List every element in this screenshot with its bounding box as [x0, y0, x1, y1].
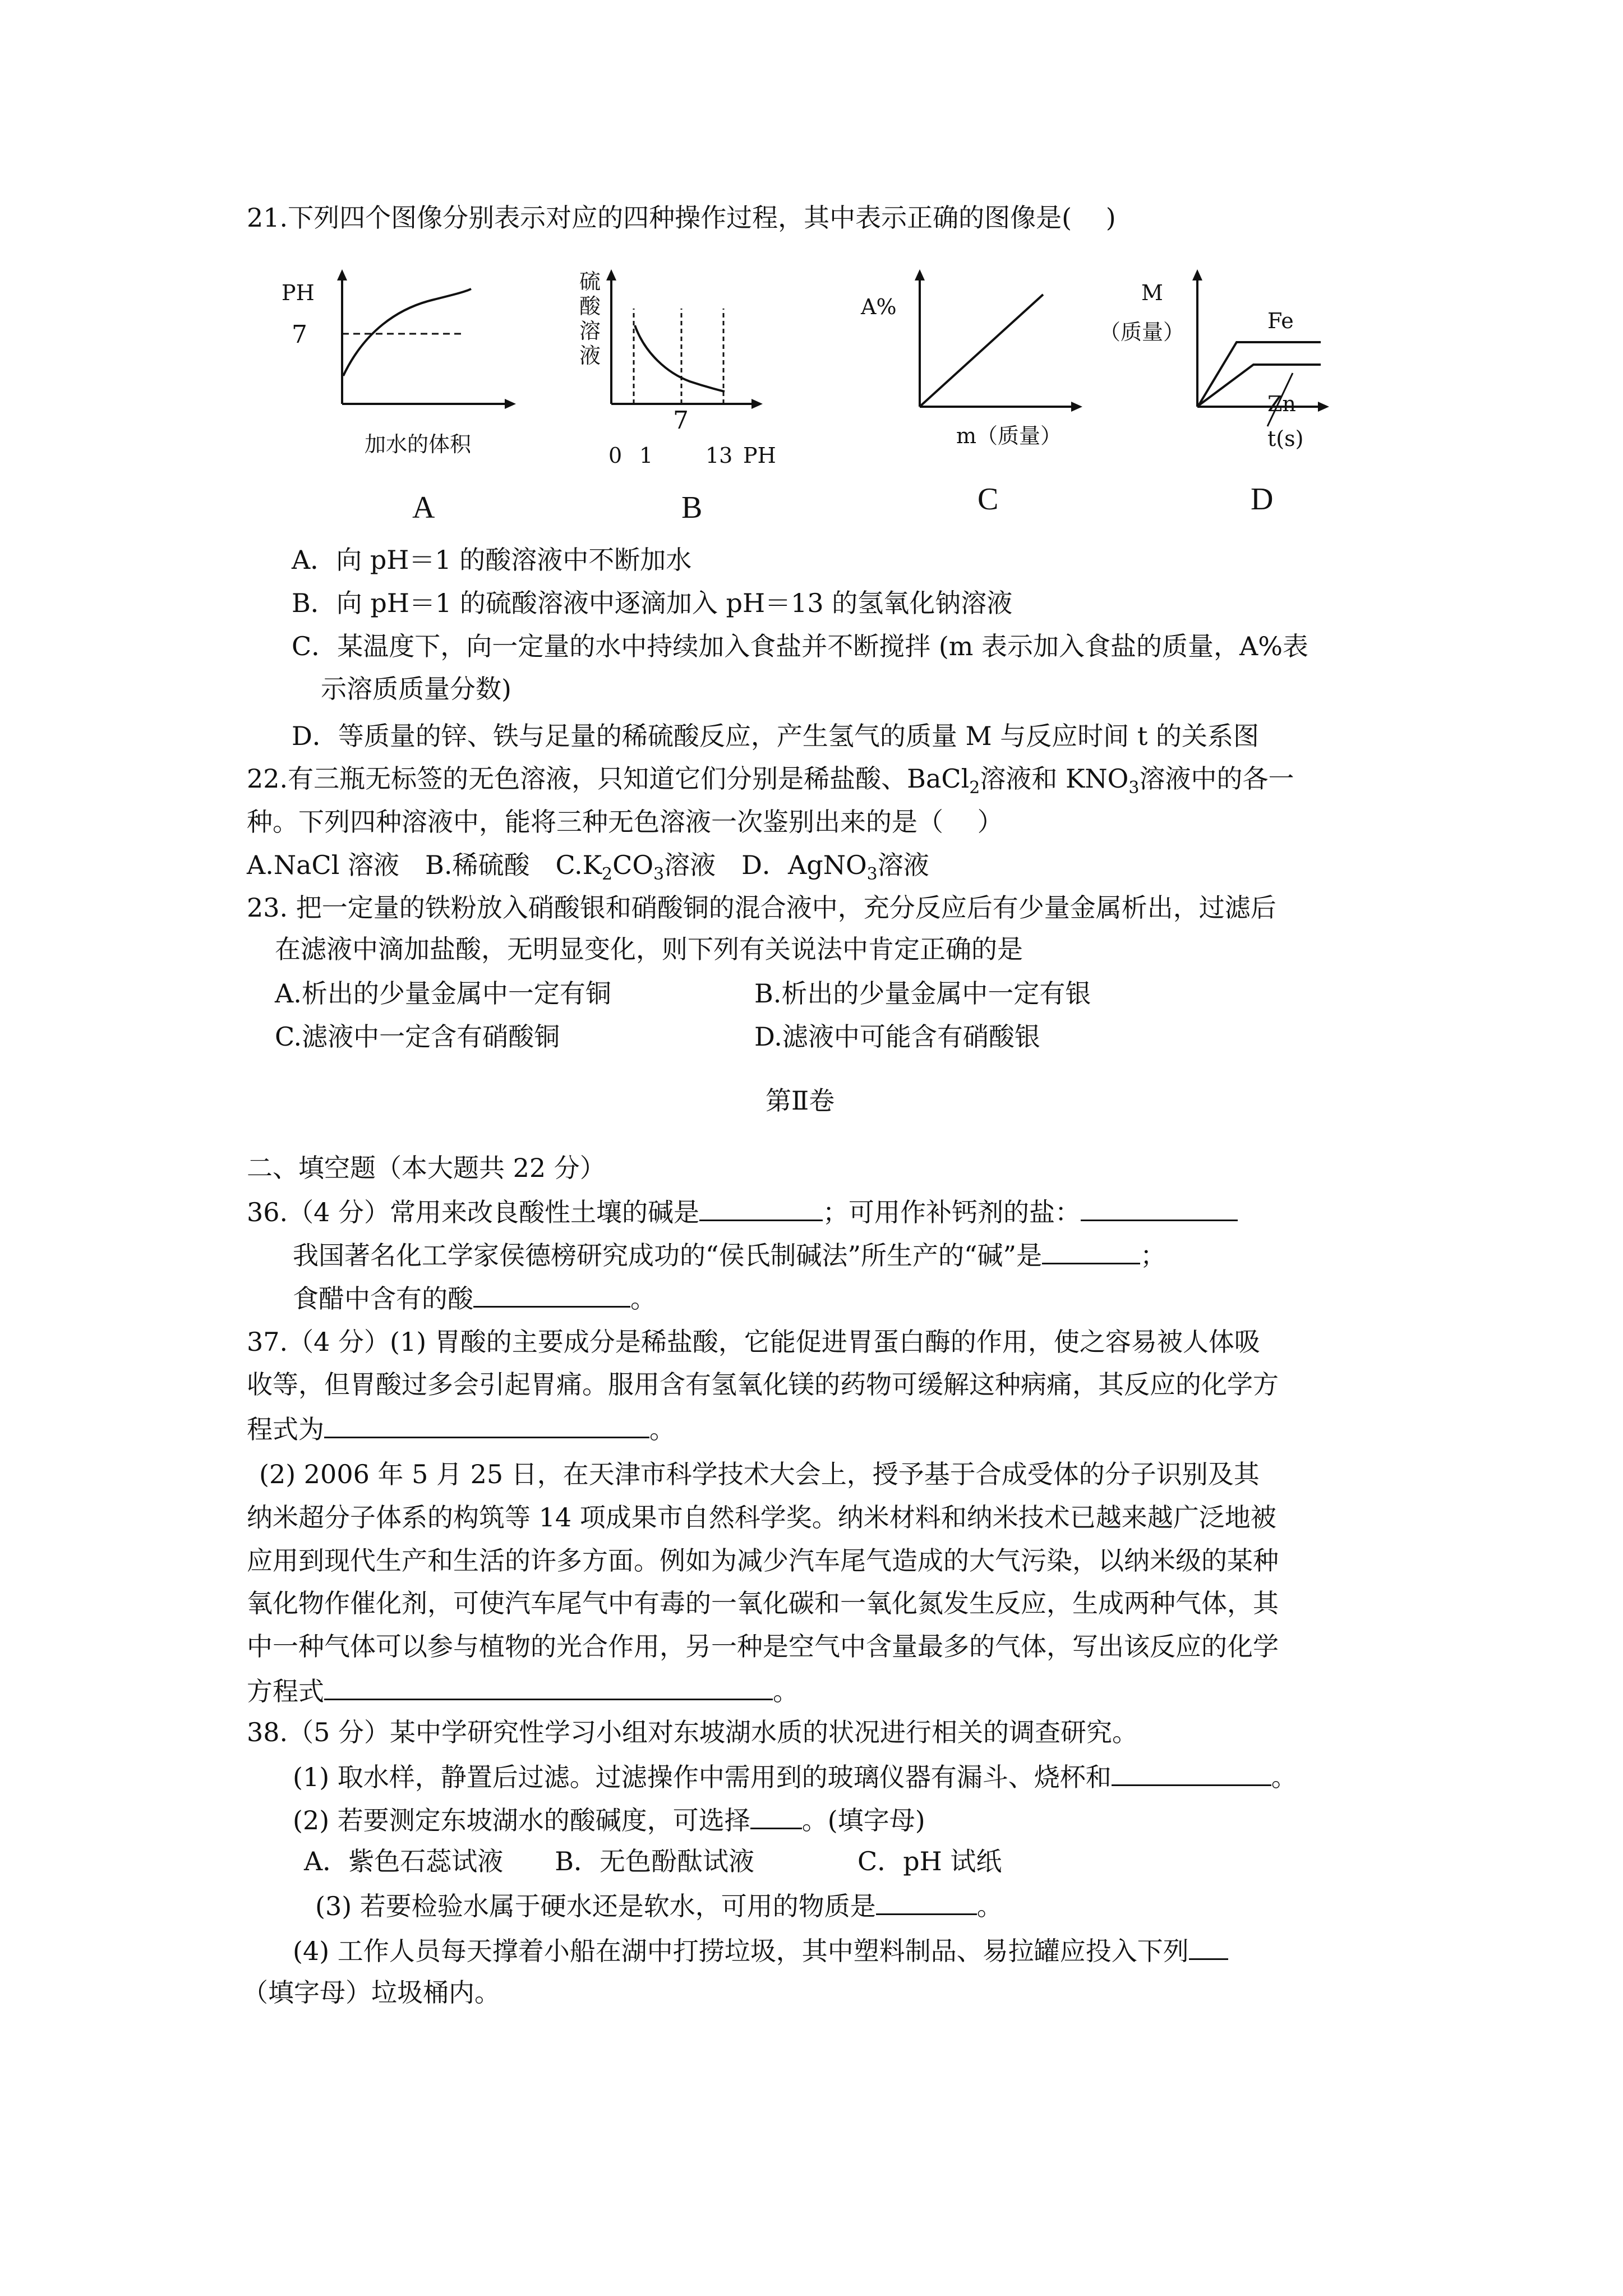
q38-blank-bin[interactable] [1189, 1932, 1228, 1960]
q37-line-9 [247, 1673, 799, 1708]
graph-d-line-fe [1198, 365, 1321, 406]
q38-blank-ph-choice[interactable] [750, 1802, 802, 1829]
q21-option-b: B．向 pH＝1 的硫酸溶液中逐滴加入 pH＝13 的氢氧化钠溶液 [292, 588, 1013, 618]
q23-line-1: 23. 把一定量的铁粉放入硝酸银和硝酸铜的混合液中，充分反应后有少量金属析出，过滤后 [247, 892, 1276, 923]
q37-blank-equation-1[interactable] [324, 1411, 649, 1438]
q38-text-3b: 。(填字母) [801, 1805, 925, 1835]
graph-d-ylabel-unit: （质量） [1099, 320, 1185, 344]
graph-b-xtick-0: 0 [608, 443, 623, 468]
graph-b-ylabel-4: 液 [579, 343, 601, 368]
q22-options-post: 溶液 D．AgNO [664, 850, 867, 880]
q36-blank-soda[interactable] [1042, 1237, 1140, 1264]
q38-text-5: (3) 若要检验水属于硬水还是软水，可用的物质是 [315, 1891, 876, 1921]
q37-line-8: 中一种气体可以参与植物的光合作用，另一种是空气中含量最多的气体，写出该反应的化学 [247, 1631, 1279, 1662]
q38-blank-instrument[interactable] [1112, 1759, 1271, 1786]
q38-text-2: (1) 取水样，静置后过滤。过滤操作中需用到的玻璃仪器有漏斗、烧杯和 [293, 1762, 1112, 1792]
q38-line-3 [293, 1802, 925, 1837]
graph-b-curve [635, 325, 725, 392]
graph-a-curve [343, 289, 471, 376]
q38-text-6: (4) 工作人员每天撑着小船在湖中打捞垃圾，其中塑料制品、易拉罐应投入下列 [293, 1936, 1189, 1966]
q37-text-9b: 。 [773, 1676, 799, 1706]
graph-c [858, 264, 1105, 466]
q22-options [247, 848, 929, 885]
graph-d-xlabel: t(s) [1267, 426, 1304, 451]
graph-b-xlabel: PH [743, 443, 776, 468]
q38-blank-hard-water[interactable] [876, 1888, 977, 1915]
q36-text-4: ； [1140, 1240, 1166, 1271]
q22-opt-sub-2: 3 [653, 864, 665, 885]
q38-line-1: 38.（5 分）某中学研究性学习小组对东坡湖水质的状况进行相关的调查研究。 [247, 1717, 1138, 1747]
graph-b-xtick-13: 13 [706, 443, 733, 468]
q22-line-1-pre: 22.有三瓶无标签的无色溶液，只知道它们分别是稀盐酸、BaCl [247, 763, 970, 794]
q22-options-pre: A.NaCl 溶液 B.稀硫酸 C.K [247, 850, 602, 880]
q37-line-3 [247, 1411, 675, 1446]
graph-b-xtick-7: 7 [673, 406, 689, 435]
graph-c-letter: C [978, 482, 999, 517]
q38-line-7: （填字母）垃圾桶内。 [242, 1977, 500, 2008]
q21-option-c: C．某温度下，向一定量的水中持续加入食盐并不断搅拌 (m 表示加入食盐的质量，A%表 [292, 631, 1308, 661]
q22-line-1 [247, 762, 1294, 798]
q22-options-end: 溶液 [877, 850, 929, 880]
graph-a-xlabel: 加水的体积 [365, 432, 472, 457]
q36-line-3 [293, 1280, 656, 1315]
graph-d [1099, 264, 1357, 466]
q36-line-2 [293, 1237, 1166, 1272]
q37-text-9: 方程式 [247, 1676, 324, 1706]
q36-blank-calcium-salt[interactable] [1081, 1194, 1238, 1221]
graph-d-label-zn: Zn [1267, 392, 1296, 416]
q38-line-5 [315, 1888, 1003, 1923]
section-title: 第Ⅱ卷 [766, 1085, 835, 1116]
graph-b-letter: B [681, 490, 703, 525]
graph-d-letter: D [1251, 482, 1274, 517]
q23-line-2: 在滤液中滴加盐酸，无明显变化，则下列有关说法中肯定正确的是 [275, 934, 1023, 964]
q22-line-1-post: 溶液中的各一 [1139, 763, 1294, 794]
graph-d-axes [1099, 264, 1357, 432]
q22-sub-2: 3 [1128, 778, 1140, 798]
graph-b-ylabel-2: 酸 [579, 294, 601, 319]
q36-line-1 [247, 1194, 1238, 1229]
graph-a-letter: A [412, 490, 435, 525]
section-heading: 二、填空题（本大题共 22 分） [247, 1153, 606, 1183]
q22-sub-1: 2 [969, 778, 980, 798]
q37-line-6: 应用到现代生产和生活的许多方面。例如为减少汽车尾气造成的大气污染，以纳米级的某种 [247, 1545, 1279, 1576]
graph-b-ylabel-3: 溶 [579, 319, 601, 343]
q36-blank-base[interactable] [699, 1194, 823, 1221]
q38-text-3: (2) 若要测定东坡湖水的酸碱度，可选择 [293, 1805, 750, 1835]
q37-line-4: (2) 2006 年 5 月 25 日，在天津市科学技术大会上，授予基于合成受体的分子识别及其 [259, 1459, 1260, 1489]
graph-d-ylabel: M [1141, 280, 1163, 305]
q36-text-3: 我国著名化工学家侯德榜研究成功的“侯氏制碱法”所生产的“碱”是 [293, 1240, 1043, 1271]
graph-c-ylabel: A% [861, 295, 897, 319]
q37-line-7: 氧化物作催化剂，可使汽车尾气中有毒的一氧化碳和一氧化氮发生反应，生成两种气体，其 [247, 1588, 1279, 1618]
graph-a-ytick: 7 [292, 320, 307, 349]
q21-option-a: A．向 pH＝1 的酸溶液中不断加水 [292, 545, 692, 575]
q22-line-1-mid: 溶液和 KNO [980, 763, 1129, 794]
graph-b-ylabel-1: 硫 [579, 269, 601, 294]
q36-text-1: 36.（4 分）常用来改良酸性土壤的碱是 [247, 1197, 700, 1227]
q38-line-4: A．紫色石蕊试液 B．无色酚酞试液 C．pH 试纸 [304, 1846, 1002, 1876]
q37-line-5: 纳米超分子体系的构筑等 14 项成果市自然科学奖。纳米材料和纳米技术已越来越广泛地被 [247, 1502, 1276, 1533]
graph-d-line-zn [1198, 342, 1321, 406]
q36-text-6: 。 [630, 1283, 656, 1314]
q21-stem: 21.下列四个图像分别表示对应的四种操作过程，其中表示正确的图像是( ) [247, 203, 1116, 233]
graph-c-xlabel: m（质量） [956, 424, 1062, 448]
q36-text-5: 食醋中含有的酸 [293, 1283, 473, 1314]
q37-text-3b: 。 [649, 1414, 675, 1444]
q22-options-mid: CO [612, 850, 654, 880]
q38-line-2 [293, 1759, 1297, 1794]
q38-text-2b: 。 [1271, 1762, 1297, 1792]
q22-line-2: 种。下列四种溶液中，能将三种无色溶液一次鉴别出来的是（ ） [247, 807, 1003, 837]
graph-b-xtick-1: 1 [639, 443, 653, 468]
q22-opt-sub-1: 2 [602, 864, 613, 885]
q36-text-2: ；可用作补钙剂的盐： [823, 1197, 1081, 1227]
q37-line-1: 37.（4 分）(1) 胃酸的主要成分是稀盐酸，它能促进胃蛋白酶的作用，使之容易被人体吸 [247, 1327, 1260, 1357]
graph-a [275, 264, 522, 466]
graph-c-line [921, 295, 1043, 406]
q37-text-3: 程式为 [247, 1414, 324, 1444]
q38-line-6 [293, 1932, 1228, 1968]
q37-line-2: 收等，但胃酸过多会引起胃痛。服用含有氢氧化镁的药物可缓解这种病痛，其反应的化学方 [247, 1369, 1279, 1400]
q37-blank-equation-2[interactable] [324, 1673, 773, 1700]
q36-blank-acid[interactable] [473, 1280, 630, 1308]
graph-b [561, 264, 785, 477]
q21-option-c-cont: 示溶质质量分数) [321, 674, 511, 704]
q23-option-a: A.析出的少量金属中一定有铜 [275, 978, 611, 1009]
graph-a-ylabel: PH [282, 280, 315, 305]
q21-option-d: D．等质量的锌、铁与足量的稀硫酸反应，产生氢气的质量 M 与反应时间 t 的关系图 [292, 721, 1259, 751]
graph-d-label-fe: Fe [1267, 309, 1294, 333]
q23-option-d: D.滤液中可能含有硝酸银 [754, 1022, 1040, 1052]
q22-opt-sub-3: 3 [866, 864, 878, 885]
graph-c-axes [858, 264, 1105, 432]
q23-option-b: B.析出的少量金属中一定有银 [754, 978, 1091, 1009]
q38-text-5b: 。 [976, 1891, 1003, 1921]
q23-option-c: C.滤液中一定含有硝酸铜 [275, 1022, 560, 1052]
